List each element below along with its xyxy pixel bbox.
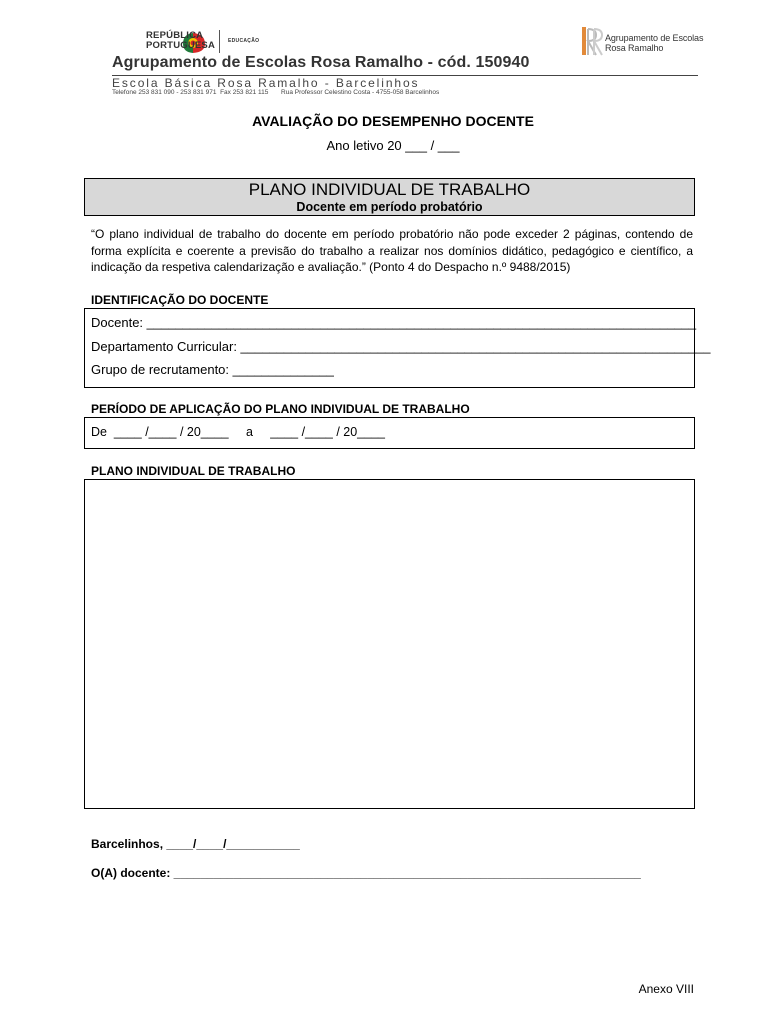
school-contact: Telefone 253 831 090 - 253 831 971 Fax 253 821 115 Rua Professor Celestino Costa - 4755-058 Barcelinhos — [112, 89, 440, 96]
identificacao-box — [84, 308, 711, 388]
annex-label: Anexo VIII — [638, 982, 694, 996]
plan-title-box — [84, 178, 695, 216]
periodo-box — [84, 417, 695, 449]
school-title: Agrupamento de Escolas Rosa Ramalho - cód. 150940 — [112, 54, 530, 71]
logo-divider — [219, 30, 220, 53]
school-subtitle: Escola Básica Rosa Ramalho - Barcelinhos — [112, 76, 420, 90]
plan-title: PLANO INDIVIDUAL DE TRABALHO — [248, 180, 531, 199]
identificacao-label: IDENTIFICAÇÃO DO DOCENTE — [91, 293, 269, 307]
departamento-field[interactable]: Departamento Curricular: _________________________________________________________________ — [91, 339, 711, 354]
docente-field[interactable]: Docente: ____________________________________________________________________________ — [91, 315, 697, 330]
despacho-quote: “O plano individual de trabalho do docente em período probatório não pode exceder 2 páginas, contendo de forma explícita e coerente a previsão do trabalho a realizar nos domínios didático, pedagógico e científico, a indicação da respetiva calendarização e avaliação.” (Ponto 4 do Despacho n.º 9488/2015) — [91, 227, 693, 274]
periodo-label: PERÍODO DE APLICAÇÃO DO PLANO INDIVIDUAL DE TRABALHO — [91, 402, 470, 416]
plano-text-area[interactable] — [84, 479, 695, 809]
periodo-dates-field[interactable]: De ____ /____ / 20____ a ____ /____ / 20____ — [91, 425, 385, 439]
grupo-recrutamento-field[interactable]: Grupo de recrutamento: ______________ — [91, 362, 334, 377]
barcelinhos-date-line[interactable]: Barcelinhos, ____/____/___________ — [91, 837, 300, 851]
agrupamento-logo-text: Agrupamento de Escolas Rosa Ramalho — [605, 33, 704, 53]
plan-subtitle: Docente em período probatório — [296, 200, 483, 214]
docente-signature-line[interactable]: O(A) docente: ______________________________________________________________________ — [91, 866, 641, 880]
agrupamento-logo-icon — [582, 25, 606, 57]
plano-label: PLANO INDIVIDUAL DE TRABALHO — [91, 464, 296, 478]
educacao-label: EDUCAÇÃO — [228, 38, 260, 44]
document-title: AVALIAÇÃO DO DESEMPENHO DOCENTE — [252, 113, 534, 129]
republica-portuguesa-wordmark: REPÚBLICA PORTUGUESA — [146, 30, 216, 51]
ano-letivo: Ano letivo 20 ___ / ___ — [326, 138, 460, 153]
